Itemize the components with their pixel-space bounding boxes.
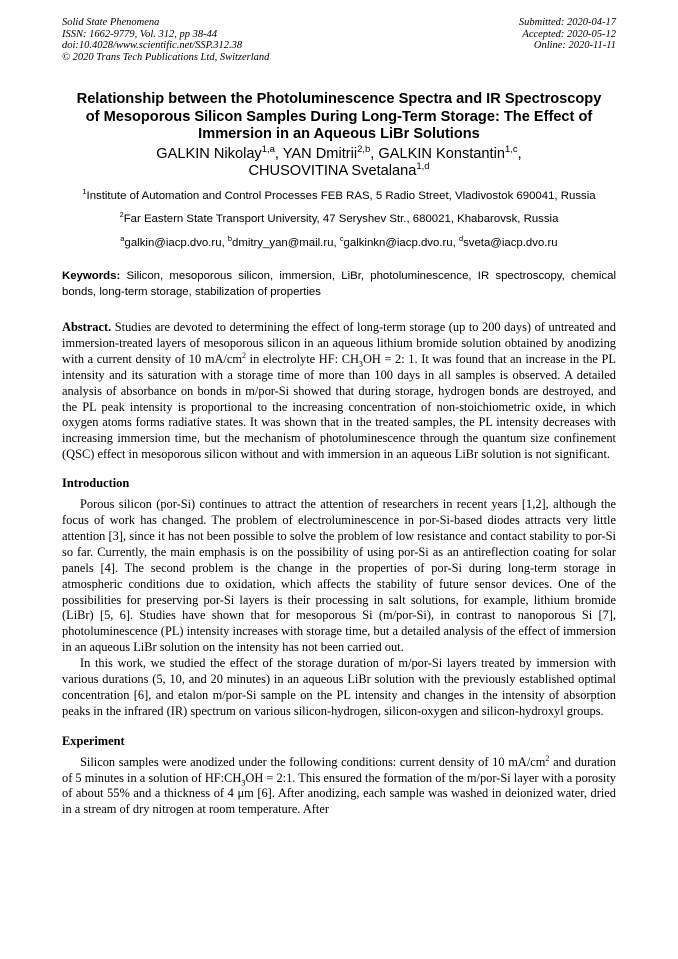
- author-name: YAN Dmitrii: [282, 145, 358, 162]
- experiment-sup: 2: [545, 753, 550, 763]
- abstract-label: Abstract.: [62, 320, 112, 334]
- keywords-text: Silicon, mesoporous silicon, immersion, LiBr, photoluminescence, IR spectroscopy, chemical bonds, long-term storage, stabilization of properties: [62, 270, 616, 298]
- email-sup: c: [339, 233, 344, 243]
- journal-header: [62, 17, 616, 63]
- author-separator: ,: [517, 145, 522, 162]
- experiment-text: Silicon samples were anodized under the following conditions: current density of 10 mA/cm: [80, 754, 546, 769]
- affiliation-sup: 1: [82, 186, 87, 196]
- author-list: [62, 143, 616, 181]
- abstract-text: Studies are devoted to determining the effect of long-term storage (up to 200 days) of untreated and immersion-treated layers of mesoporous silicon in an aqueous lithium bromide solution obtained by anodizing with a current density of 10 mA/cm: [62, 320, 616, 366]
- copyright-line: © 2020 Trans Tech Publications Ltd, Switzerland: [62, 51, 270, 63]
- section-heading-introduction: Introduction: [62, 476, 130, 491]
- abstract-text: in electrolyte HF: CH: [246, 351, 359, 366]
- journal-info: [62, 17, 269, 63]
- abstract-sub: 3: [358, 359, 363, 369]
- author-sup: 2,b: [357, 143, 371, 155]
- affiliation-sup: 2: [119, 210, 124, 220]
- experiment-paragraph-1: [62, 755, 616, 819]
- author-separator: ,: [370, 145, 379, 162]
- email-separator: ,: [333, 236, 340, 249]
- affiliation-text: Far Eastern State Transport University, 47 Seryshev Str., 680021, Khabarovsk, Russia: [123, 213, 559, 225]
- accepted-date: Accepted: 2020-05-12: [522, 28, 616, 40]
- email-separator: ,: [452, 236, 459, 249]
- author-name: CHUSOVITINA Svetalana: [248, 163, 417, 179]
- publication-dates: [519, 17, 616, 63]
- introduction-paragraph-1: Porous silicon (por-Si) continues to attract the attention of researchers in recent years [1,2], although the focus of work has changed. The problem of electroluminescence in por-Si-based diodes attracts very little attention [3], since it has not been possible to solve the problem of low resistance and contact stability to por-Si so far. Currently, the main emphasis is on the possibility of using por-Si as an antireflection coating for solar panels [4]. The second problem is the change in the properties of por-Si during long-term storage in atmospheric conditions due to oxidation, which affects the stability of future sensor devices. One of the possibilities for preserving por-Si layers is their processing in salt solutions, for example, lithium bromide (LiBr) [5, 6]. Studies have shown that for mesoporous Si (m/por-Si), in contrast to nanoporous Si [7], photoluminescence (PL) intensity increases with storage time, but a detailed analysis of the effect of immersion in an aqueous LiBr solution on the intensity has not been carried out.: [62, 497, 616, 655]
- abstract: [62, 320, 616, 463]
- affiliation-2: [62, 212, 616, 227]
- email-sup: d: [458, 233, 464, 243]
- paper-title: Relationship between the Photoluminescence Spectra and IR Spectroscopy of Mesoporous Silicon Samples During Long-Term Storage: The Effect of Immersion in an Aqueous LiBr Solutions: [76, 91, 602, 142]
- email-separator: ,: [221, 236, 228, 249]
- affiliation-1: [62, 186, 616, 204]
- author-separator: ,: [274, 145, 283, 162]
- author-name: GALKIN Konstantin: [378, 145, 505, 162]
- journal-name: Solid State Phenomena: [62, 17, 160, 28]
- abstract-text: OH = 2: 1. It was found that an increase in the PL intensity and its saturation with a storage time of more than 100 days in all samples is observed. A detailed analysis of absorbance on bonds in m/por-Si showed that during storage, hydrogen bonds are destroyed, and the PL peak intensity is proportional to the increasing concentration of non-stoichiometric oxide, in which oxygen atoms forms radiative states. It was shown that in the treated samples, the PL intensity decreases with increasing immersion time, but the mechanism of photoluminescence through the quantum size confinement (QSC) effect in mesoporous silicon without and with immersion in an aqueous LiBr solution is not significant.: [62, 351, 616, 462]
- email-address: galkin@iacp.dvo.ru: [124, 236, 222, 249]
- email-address: sveta@iacp.dvo.ru: [463, 236, 558, 249]
- author-sup: 1,a: [261, 143, 275, 155]
- keywords-label: Keywords:: [62, 270, 121, 282]
- introduction-paragraph-2: In this work, we studied the effect of the storage duration of m/por-Si layers treated by immersion with various durations (5, 10, and 20 minutes) in an aqueous LiBr solution with the previously established optimal concentration [6], and etalon m/por-Si sample on the PL intensity and changes in the intensity of absorption peaks in the infrared (IR) spectrum on various silicon-hydrogen, silicon-oxygen and silicon-hydroxyl groups.: [62, 656, 616, 718]
- author-sup: 1,d: [416, 161, 430, 173]
- online-date: Online: 2020-11-11: [533, 40, 616, 51]
- affiliation-text: Institute of Automation and Control Processes FEB RAS, 5 Radio Street, Vladivostok 690041, Russia: [86, 189, 596, 202]
- author-name: GALKIN Nikolay: [156, 145, 262, 162]
- submitted-date: Submitted: 2020-04-17: [518, 17, 616, 28]
- experiment-text: and duration of 5 minutes in a solution of HF:CH: [62, 754, 616, 785]
- experiment-text: OH = 2:1. This ensured the formation of the m/por-Si layer with a porosity of about 55% and a thickness of 4 μm [6]. After anodizing, each sample was washed in deionized water, dried in a stream of dry nitrogen at room temperature. After: [62, 770, 616, 817]
- experiment-sub: 3: [241, 778, 246, 788]
- email-address: galkinkn@iacp.dvo.ru: [343, 236, 453, 249]
- email-address: dmitry_yan@mail.ru: [232, 236, 334, 249]
- doi-line: doi:10.4028/www.scientific.net/SSP.312.38: [62, 40, 243, 51]
- author-sup: 1,c: [504, 143, 518, 155]
- issn-line: ISSN: 1662-9779, Vol. 312, pp 38-44: [62, 28, 218, 40]
- keywords: [62, 269, 616, 300]
- email-sup: a: [120, 233, 125, 243]
- email-sup: b: [227, 233, 233, 243]
- abstract-sup: 2: [241, 350, 247, 360]
- section-heading-experiment: Experiment: [62, 733, 125, 748]
- email-list: [62, 233, 616, 251]
